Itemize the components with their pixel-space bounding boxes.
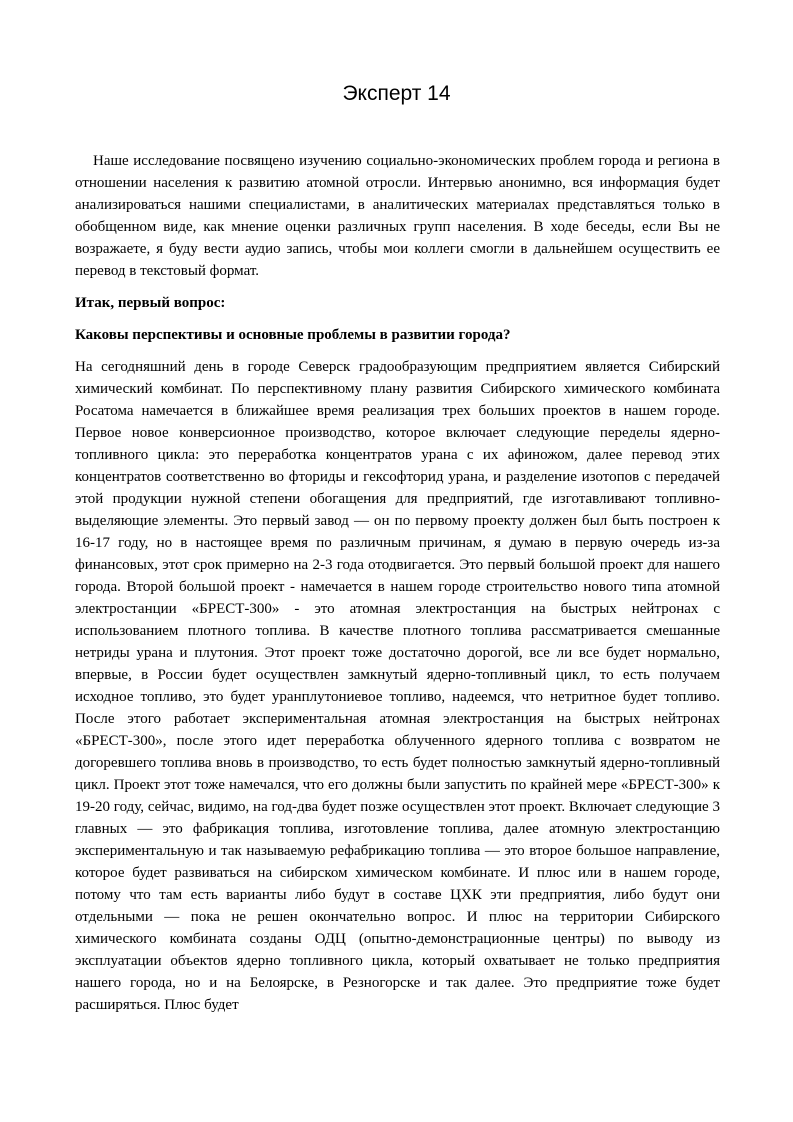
document-body [75,150,720,1026]
answer-paragraph: На сегодняшний день в городе Северск градообразующим предприятием является Сибирский химический комбинат. По перспективному плану развития Сибирского химического комбината Росатома намечается в ближайшее время реализация трех больших проектов в нашем городе. Первое новое конверсионное производство, которое включает следующие переделы ядерно-топливного цикла: это переработка концентратов урана с их афиножом, далее перевод этих концентратов соответственно во фториды и гексофторид урана, и разделение изотопов с передачей этой продукции нужной степени обогащения для предприятий, где изготавливают топливно-выделяющие элементы. Это первый завод — он по первому проекту должен был быть построен к 16-17 году, но в настоящее время по различным причинам, я думаю в первую очередь из-за финансовых, этот срок примерно на 2-3 года отодвигается. Это первый большой проект для нашего города. Второй большой проект - намечается в нашем городе строительство нового типа атомной электростанции «БРЕСТ-300» - это атомная электростанция на быстрых нейтронах с использованием плотного топлива. В качестве плотного топлива рассматривается смешанные нетриды урана и плутония. Этот проект тоже достаточно дорогой, все ли все будет нормально, впервые, в России будет осуществлен замкнутый ядерно-топливный цикл, то есть получаем исходное топливо, это будет уранплутониевое топливо, надеемся, что нетритное будет топливо. После этого работает экспериментальная атомная электростанция на быстрых нейтронах «БРЕСТ-300», после этого идет переработка облученного ядерного топлива с возвратом не догоревшего топлива вновь в производство, то есть будет полностью замкнутый ядерно-топливный цикл. Проект этот тоже намечался, что его должны были запустить по крайней мере «БРЕСТ-300» к 19-20 году, сейчас, видимо, на год-два будет позже осуществлен этот проект. Включает следующие 3 главных — это фабрикация топлива, изготовление топлива, далее атомную электростанцию экспериментальную и так называемую рефабрикацию топлива — это второе большое направление, которое будет развиваться на сибирском химическом комбинате. И плюс или в нашем городе, потому что там есть варианты либо будут в составе ЦХК эти предприятия, либо будут они отдельными — пока не решен окончательно вопрос. И плюс на территории Сибирского химического комбината созданы ОДЦ (опытно-демонстрационные центры) по выводу из эксплуатации объектов ядерно топливного цикла, который охватывает не только предприятия нашего города, но и на Белоярске, в Резногорске и так далее. Это предприятие тоже будет расширяться. Плюс будет [75,359,720,1013]
page-title: Эксперт 14 [342,82,451,105]
intro-paragraph: Наше исследование посвящено изучению социально-экономических проблем города и региона в отношении населения к развитию атомной отросли. Интервью анонимно, вся информация будет анализироваться нашими специалистами, в аналитических материалах представляться только в обобщенном виде, как мнение оценки различных групп населения. В ходе беседы, если Вы не возражаете, я буду вести аудио запись, чтобы мои коллеги смогли в дальнейшем осуществить ее перевод в текстовый формат. [75,153,720,279]
first-question-label: Итак, первый вопрос: [75,295,226,311]
question-heading: Каковы перспективы и основные проблемы в развитии города? [75,327,511,343]
